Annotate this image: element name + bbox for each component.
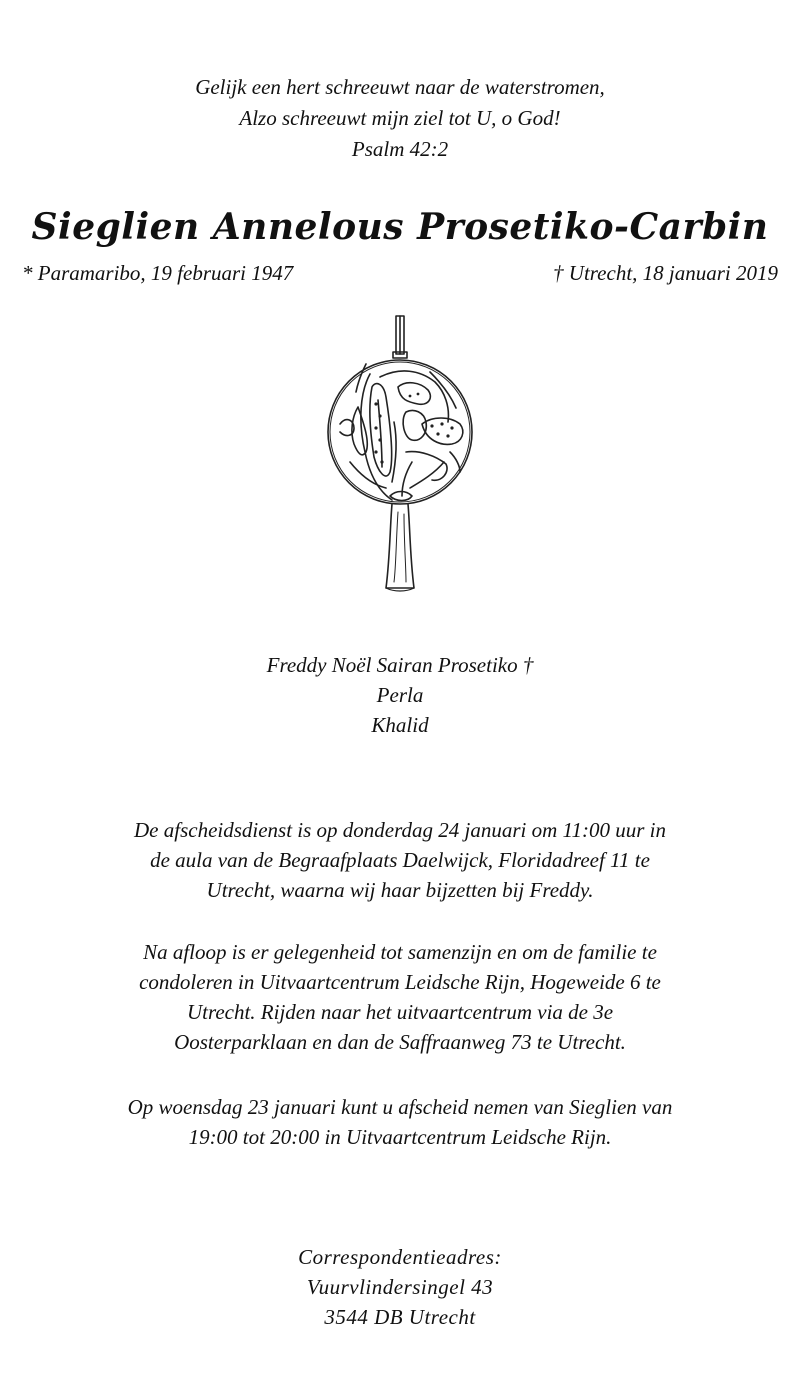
correspondence-city: 3544 DB Utrecht xyxy=(324,1305,476,1329)
viewing-paragraph xyxy=(0,1092,800,1152)
paragraph-line: 19:00 tot 20:00 in Uitvaartcentrum Leidsche Rijn. xyxy=(188,1125,612,1149)
paragraph-line: condoleren in Uitvaartcentrum Leidsche Rijn, Hogeweide 6 te xyxy=(139,970,661,994)
verse-line-2: Alzo schreeuwt mijn ziel tot U, o God! xyxy=(239,106,561,130)
family-list xyxy=(0,650,800,740)
paragraph-line: Na afloop is er gelegenheid tot samenzijn en om de familie te xyxy=(143,940,657,964)
verse-reference: Psalm 42:2 xyxy=(351,137,449,161)
deceased-name: Sieglien Annelous Prosetiko-Carbin xyxy=(31,206,769,248)
paragraph-line: de aula van de Begraafplaats Daelwijck, Floridadreef 11 te xyxy=(150,848,650,872)
birth-date: * Paramaribo, 19 februari 1947 xyxy=(22,261,294,285)
paragraph-line: Utrecht. Rijden naar het uitvaartcentrum via de 3e xyxy=(186,1000,614,1024)
correspondence-label: Correspondentieadres: xyxy=(298,1245,502,1269)
death-date: † Utrecht, 18 januari 2019 xyxy=(553,261,778,285)
paragraph-line: Oosterparklaan en dan de Saffraanweg 73 te Utrecht. xyxy=(174,1030,626,1054)
paragraph-line: Utrecht, waarna wij haar bijzetten bij Freddy. xyxy=(206,878,594,902)
family-member: Freddy Noël Sairan Prosetiko † xyxy=(266,653,534,677)
verse-line-1: Gelijk een hert schreeuwt naar de waterstromen, xyxy=(195,75,605,99)
family-member: Khalid xyxy=(371,713,429,737)
service-paragraph xyxy=(0,815,800,905)
bible-verse xyxy=(0,72,800,165)
paragraph-line: Op woensdag 23 januari kunt u afscheid nemen van Sieglien van xyxy=(127,1095,673,1119)
condolence-paragraph xyxy=(0,937,800,1057)
correspondence-street: Vuurvlindersingel 43 xyxy=(306,1275,494,1299)
family-member: Perla xyxy=(376,683,424,707)
tree-drawing-icon xyxy=(310,312,490,607)
correspondence-address xyxy=(0,1242,800,1332)
paragraph-line: De afscheidsdienst is op donderdag 24 januari om 11:00 uur in xyxy=(134,818,666,842)
